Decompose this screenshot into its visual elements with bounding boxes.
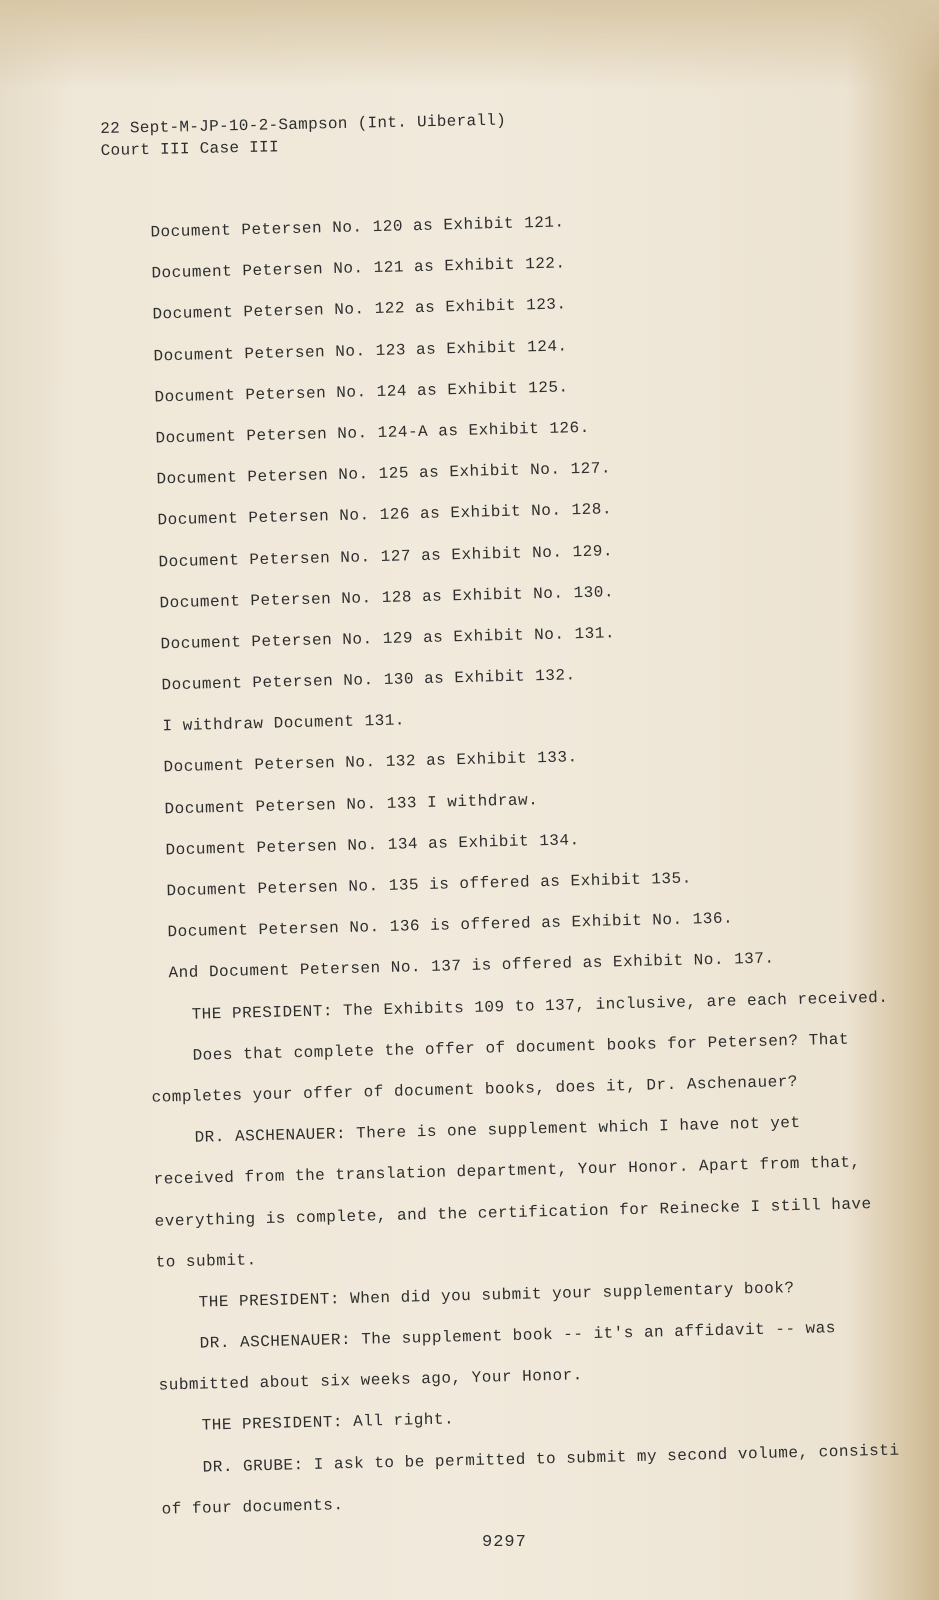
transcript-line: Document Petersen No. 120 as Exhibit 121. <box>150 213 565 242</box>
page-number: 9297 <box>482 1533 527 1552</box>
transcript-line: completes your offer of document books, does it, Dr. Aschenauer? <box>151 1072 799 1107</box>
transcript-line: to submit. <box>155 1250 257 1272</box>
transcript-line: received from the translation department, Your Honor. Apart from that, <box>153 1153 861 1190</box>
header-line-1: 22 Sept-M-JP-10-2-Sampson (Int. Uiberall) <box>100 111 507 138</box>
transcript-line: And Document Petersen No. 137 is offered as Exhibit No. 137. <box>168 949 775 983</box>
transcript-line: Document Petersen No. 125 as Exhibit No. 127. <box>156 459 612 489</box>
transcript-line: Document Petersen No. 129 as Exhibit No. 131. <box>160 624 616 654</box>
transcript-line: DR. GRUBE: I ask to be permitted to submit my second volume, consisti <box>202 1441 900 1477</box>
transcript-line: I withdraw Document 131. <box>162 711 406 736</box>
transcript-line: Document Petersen No. 124-A as Exhibit 126. <box>155 418 590 448</box>
transcript-line: Document Petersen No. 132 as Exhibit 133. <box>163 748 578 777</box>
transcript-line: Document Petersen No. 122 as Exhibit 123. <box>152 295 567 324</box>
transcript-line: Document Petersen No. 133 I withdraw. <box>164 790 539 818</box>
transcript-body <box>130 194 939 1531</box>
transcript-line: THE PRESIDENT: The Exhibits 109 to 137, inclusive, are each received. <box>191 988 889 1024</box>
header <box>100 109 507 161</box>
transcript-line: Document Petersen No. 123 as Exhibit 124. <box>153 336 568 366</box>
transcript-line: Document Petersen No. 128 as Exhibit No. 130. <box>159 582 615 613</box>
transcript-line: everything is complete, and the certification for Reinecke I still have <box>154 1194 872 1231</box>
transcript-line: Document Petersen No. 126 as Exhibit No. 128. <box>157 500 613 530</box>
transcript-line: Document Petersen No. 130 as Exhibit 132. <box>161 666 576 695</box>
transcript-line: submitted about six weeks ago, Your Honor. <box>158 1366 584 1395</box>
transcript-line: DR. ASCHENAUER: There is one supplement which I have not yet <box>194 1114 801 1147</box>
transcript-line: Document Petersen No. 135 is offered as Exhibit 135. <box>166 869 692 901</box>
transcript-line: Document Petersen No. 121 as Exhibit 122. <box>151 254 566 283</box>
transcript-line: THE PRESIDENT: All right. <box>201 1410 455 1436</box>
transcript-line: Document Petersen No. 134 as Exhibit 134. <box>165 831 580 860</box>
transcript-line: DR. ASCHENAUER: The supplement book -- it's an affidavit -- was <box>199 1319 837 1353</box>
transcript-line: Does that complete the offer of document books for Petersen? That <box>192 1030 850 1065</box>
header-line-2: Court III Case III <box>100 138 280 160</box>
transcript-line: Document Petersen No. 136 is offered as Exhibit No. 136. <box>167 909 734 942</box>
transcript-line: of four documents. <box>161 1495 344 1519</box>
transcript-line: Document Petersen No. 127 as Exhibit No. 129. <box>158 541 614 571</box>
transcript-line: Document Petersen No. 124 as Exhibit 125. <box>154 378 569 407</box>
transcript-line: THE PRESIDENT: When did you submit your supplementary book? <box>198 1278 795 1312</box>
